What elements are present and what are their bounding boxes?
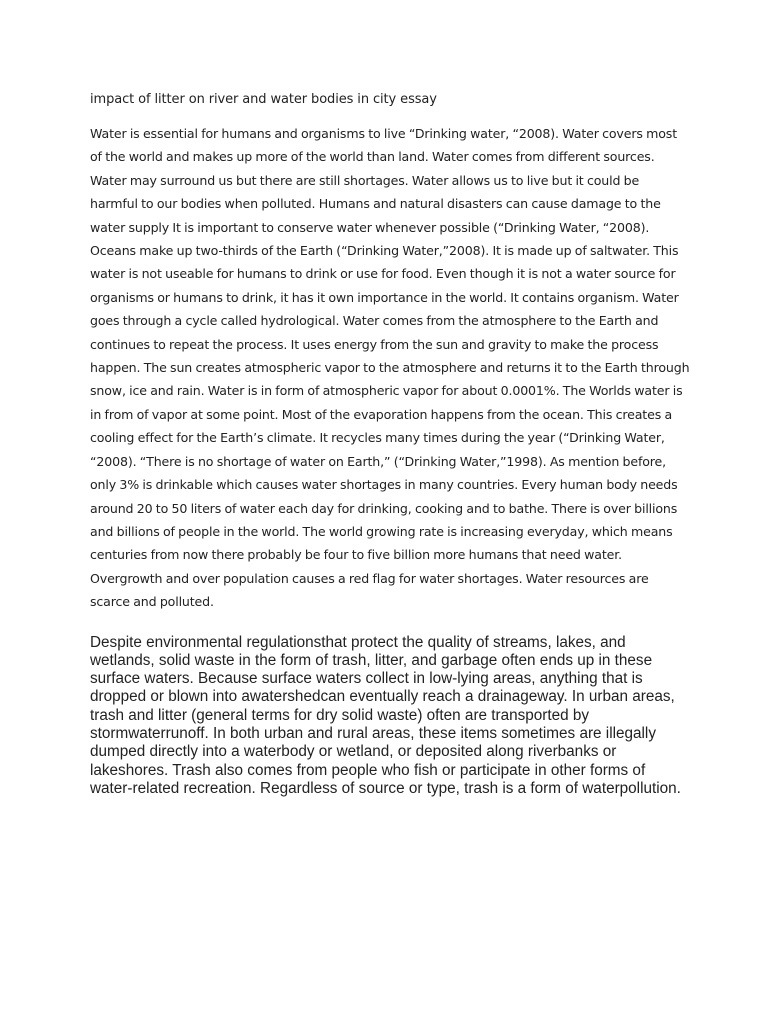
essay-paragraph-1: Water is essential for humans and organisms to live “Drinking water, “2008). Water covers most of the world and makes up more of the world than land. Water comes from different sources. Water may surround us but there are still shortages. Water allows us to live but it could be harmful to our bodies when polluted. Humans and natural disasters can cause damage to the water supply It is important to conserve water whenever possible (“Drinking Water, “2008). Oceans make up two-thirds of the Earth (“Drinking Water,”2008). It is made up of saltwater. This water is not useable for humans to drink or use for food. Even though it is not a water source for organisms or humans to drink, it has it own importance in the world. It contains organism. Water goes through a cycle called hydrological. Water comes from the atmosphere to the Earth and continues to repeat the process. It uses energy from the sun and gravity to make the process happen. The sun creates atmospheric vapor to the atmosphere and returns it to the Earth through snow, ice and rain. Water is in form of atmospheric vapor for about 0.0001%. The Worlds water is in from of vapor at some point. Most of the evaporation happens from the ocean. This creates a cooling effect for the Earth’s climate. It recycles many times during the year (“Drinking Water, “2008). “There is no shortage of water on Earth,” (“Drinking Water,”1998). As mention before, only 3% is drinkable which causes water shortages in many countries. Every human body needs around 20 to 50 liters of water each day for drinking, cooking and to bathe. There is over billions and billions of people in the world. The world growing rate is increasing everyday, which means centuries from now there probably be four to five billion more humans that need water. Overgrowth and over population causes a red flag for water shortages. Water resources are scarce and polluted. xyxy=(90,126,690,610)
document-page xyxy=(90,90,690,798)
essay-title: impact of litter on river and water bodies in city essay xyxy=(90,92,437,107)
essay-paragraph-2: Despite environmental regulationsthat protect the quality of streams, lakes, and wetlands, solid waste in the form of trash, litter, and garbage often ends up in these surface waters. Because surface waters collect in low-lying areas, anything that is dropped or blown into awatershedcan eventually reach a drainageway. In urban areas, trash and litter (general terms for dry solid waste) often are transported by stormwaterrunoff. In both urban and rural areas, these items sometimes are illegally dumped directly into a waterbody or wetland, or deposited along riverbanks or lakeshores. Trash also comes from people who fish or participate in other forms of water-related recreation. Regardless of source or type, trash is a form of waterpollution. xyxy=(90,633,681,797)
